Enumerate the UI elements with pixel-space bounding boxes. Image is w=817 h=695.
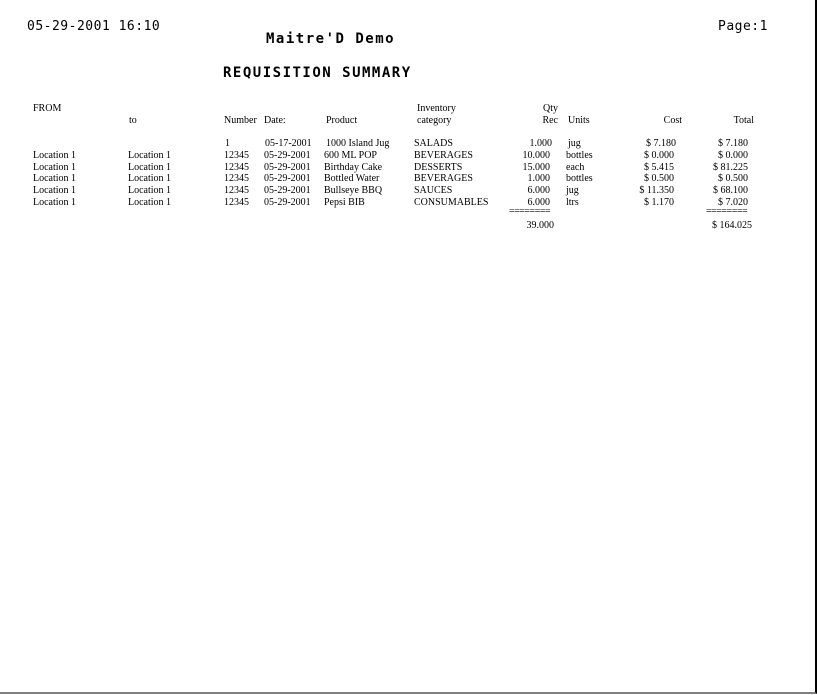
cell-qty: 6.000: [527, 197, 550, 208]
qty-total-separator: ========: [509, 206, 551, 217]
cell-number: 12345: [224, 162, 249, 173]
cell-category: BEVERAGES: [414, 173, 473, 184]
cell-category: CONSUMABLES: [414, 197, 489, 208]
col-header-product: Product: [326, 115, 358, 126]
cell-number: 12345: [224, 150, 249, 161]
qty-total: 39.000: [526, 220, 554, 231]
cell-category: DESSERTS: [414, 162, 463, 173]
cell-total: $ 0.500: [718, 173, 748, 184]
col-header-rec: Rec: [542, 115, 558, 126]
col-header-units: Units: [568, 115, 590, 126]
cell-to: Location 1: [128, 150, 172, 161]
cell-from: Location 1: [33, 197, 77, 208]
cell-product: Bottled Water: [324, 173, 380, 184]
grand-total-separator: ========: [706, 206, 748, 217]
col-header-from: FROM: [33, 103, 62, 114]
cell-date: 05-29-2001: [264, 150, 311, 161]
cell-qty: 1.000: [529, 138, 552, 149]
cell-number: 1: [225, 138, 230, 149]
cell-number: 12345: [224, 197, 249, 208]
page-number: Page:1: [718, 19, 768, 34]
cell-units: bottles: [566, 150, 593, 161]
cell-total: $ 7.180: [718, 138, 748, 149]
grand-total: $ 164.025: [712, 220, 752, 231]
cell-category: SAUCES: [414, 185, 453, 196]
cell-date: 05-29-2001: [264, 197, 311, 208]
company-title: Maitre'D Demo: [266, 31, 396, 47]
cell-units: jug: [566, 185, 579, 196]
cell-units: ltrs: [566, 197, 579, 208]
cell-category: BEVERAGES: [414, 150, 473, 161]
cell-units: each: [566, 162, 585, 173]
cell-units: jug: [568, 138, 581, 149]
cell-qty: 1.000: [527, 173, 550, 184]
col-header-qty: Qty: [543, 103, 558, 114]
cell-total: $ 0.000: [718, 150, 748, 161]
cell-to: Location 1: [128, 197, 172, 208]
cell-product: Bullseye BBQ: [324, 185, 383, 196]
cell-to: Location 1: [128, 185, 172, 196]
col-header-inventory: Inventory: [417, 103, 456, 114]
col-header-category: category: [417, 115, 452, 126]
cell-category: SALADS: [414, 138, 453, 149]
col-header-total: Total: [733, 115, 754, 126]
cell-from: Location 1: [33, 162, 77, 173]
report-datetime: 05-29-2001 16:10: [27, 19, 161, 34]
cell-cost: $ 5.415: [644, 162, 674, 173]
cell-date: 05-17-2001: [265, 138, 312, 149]
cell-cost: $ 0.500: [644, 173, 674, 184]
cell-qty: 10.000: [522, 150, 550, 161]
cell-product: 600 ML POP: [324, 150, 377, 161]
report-title: REQUISITION SUMMARY: [223, 65, 412, 81]
cell-total: $ 68.100: [713, 185, 748, 196]
col-header-date: Date:: [264, 115, 286, 126]
cell-number: 12345: [224, 185, 249, 196]
cell-date: 05-29-2001: [264, 173, 311, 184]
cell-to: Location 1: [128, 173, 172, 184]
cell-cost: $ 7.180: [646, 138, 676, 149]
cell-to: Location 1: [128, 162, 172, 173]
cell-cost: $ 0.000: [644, 150, 674, 161]
col-header-to: to: [129, 115, 137, 126]
cell-cost: $ 1.170: [644, 197, 674, 208]
col-header-number: Number: [224, 115, 257, 126]
cell-product: 1000 Island Jug: [326, 138, 390, 149]
cell-from: Location 1: [33, 185, 77, 196]
cell-product: Pepsi BIB: [324, 197, 365, 208]
col-header-cost: Cost: [663, 115, 682, 126]
cell-cost: $ 11.350: [639, 185, 674, 196]
cell-product: Birthday Cake: [324, 162, 383, 173]
cell-total: $ 81.225: [713, 162, 748, 173]
cell-date: 05-29-2001: [264, 162, 311, 173]
cell-date: 05-29-2001: [264, 185, 311, 196]
cell-qty: 6.000: [527, 185, 550, 196]
cell-from: Location 1: [33, 173, 77, 184]
cell-number: 12345: [224, 173, 249, 184]
cell-total: $ 7.020: [718, 197, 748, 208]
cell-from: Location 1: [33, 150, 77, 161]
cell-qty: 15.000: [522, 162, 550, 173]
cell-units: bottles: [566, 173, 593, 184]
